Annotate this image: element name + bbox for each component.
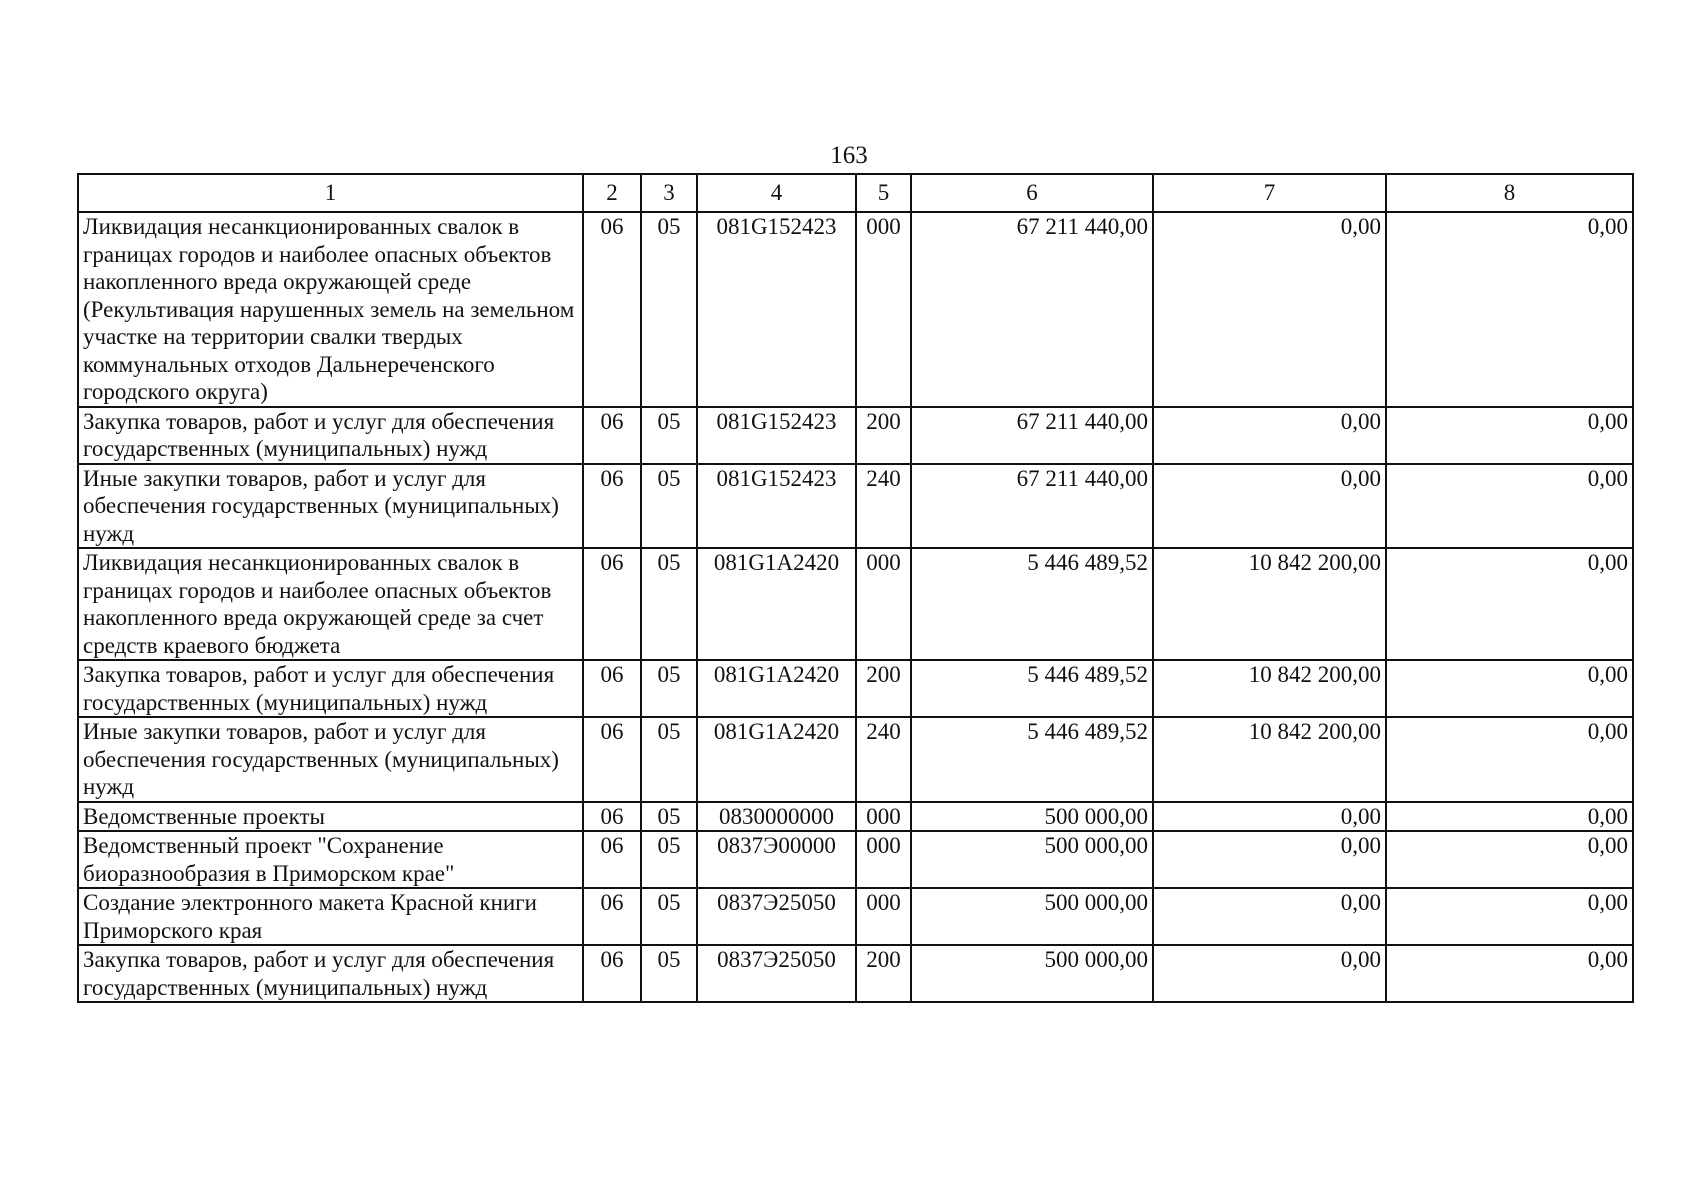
row-name: Ликвидация несанкционированных свалок в границах городов и наиболее опасных объектов накопленного вреда окружающей среде (Рекультивация нарушенных земель на земельном участке на территории свалки твердых коммунальных отходов Дальнереченского городского округа) [78, 212, 583, 407]
table-row [78, 802, 1633, 832]
table-row [78, 548, 1633, 660]
subsection-code: 05 [641, 660, 697, 717]
amount-col-8: 0,00 [1386, 888, 1633, 945]
amount-col-8: 0,00 [1386, 212, 1633, 407]
target-article-code: 0837Э25050 [697, 945, 856, 1002]
target-article-code: 081G152423 [697, 464, 856, 549]
table-row [78, 464, 1633, 549]
amount-col-8: 0,00 [1386, 548, 1633, 660]
section-code: 06 [583, 802, 641, 832]
subsection-code: 05 [641, 212, 697, 407]
amount-col-6: 5 446 489,52 [911, 717, 1153, 802]
target-article-code: 0830000000 [697, 802, 856, 832]
expense-type-code: 000 [856, 802, 911, 832]
section-code: 06 [583, 717, 641, 802]
table-row [78, 831, 1633, 888]
target-article-code: 081G1A2420 [697, 548, 856, 660]
amount-col-8: 0,00 [1386, 717, 1633, 802]
subsection-code: 05 [641, 945, 697, 1002]
amount-col-6: 67 211 440,00 [911, 464, 1153, 549]
section-code: 06 [583, 888, 641, 945]
expense-type-code: 200 [856, 407, 911, 464]
column-header-2: 2 [583, 174, 641, 212]
section-code: 06 [583, 212, 641, 407]
amount-col-7: 0,00 [1153, 831, 1386, 888]
table-row [78, 945, 1633, 1002]
amount-col-6: 500 000,00 [911, 831, 1153, 888]
row-name: Иные закупки товаров, работ и услуг для обеспечения государственных (муниципальных) нужд [78, 464, 583, 549]
header-row [78, 174, 1633, 212]
amount-col-6: 500 000,00 [911, 888, 1153, 945]
row-name: Иные закупки товаров, работ и услуг для обеспечения государственных (муниципальных) нужд [78, 717, 583, 802]
table-row [78, 212, 1633, 407]
target-article-code: 081G152423 [697, 407, 856, 464]
section-code: 06 [583, 831, 641, 888]
amount-col-6: 67 211 440,00 [911, 407, 1153, 464]
column-header-6: 6 [911, 174, 1153, 212]
target-article-code: 081G152423 [697, 212, 856, 407]
amount-col-8: 0,00 [1386, 802, 1633, 832]
row-name: Создание электронного макета Красной книги Приморского края [78, 888, 583, 945]
amount-col-7: 0,00 [1153, 945, 1386, 1002]
table-row [78, 888, 1633, 945]
expense-type-code: 240 [856, 717, 911, 802]
column-header-1: 1 [78, 174, 583, 212]
target-article-code: 081G1A2420 [697, 717, 856, 802]
amount-col-7: 10 842 200,00 [1153, 660, 1386, 717]
expense-type-code: 000 [856, 831, 911, 888]
row-name: Закупка товаров, работ и услуг для обеспечения государственных (муниципальных) нужд [78, 660, 583, 717]
row-name: Закупка товаров, работ и услуг для обеспечения государственных (муниципальных) нужд [78, 945, 583, 1002]
column-header-4: 4 [697, 174, 856, 212]
amount-col-6: 5 446 489,52 [911, 548, 1153, 660]
column-header-5: 5 [856, 174, 911, 212]
table-row [78, 717, 1633, 802]
subsection-code: 05 [641, 888, 697, 945]
target-article-code: 0837Э00000 [697, 831, 856, 888]
subsection-code: 05 [641, 717, 697, 802]
expense-type-code: 200 [856, 660, 911, 717]
amount-col-8: 0,00 [1386, 660, 1633, 717]
target-article-code: 0837Э25050 [697, 888, 856, 945]
amount-col-7: 0,00 [1153, 888, 1386, 945]
amount-col-6: 5 446 489,52 [911, 660, 1153, 717]
amount-col-7: 0,00 [1153, 802, 1386, 832]
amount-col-8: 0,00 [1386, 464, 1633, 549]
column-header-8: 8 [1386, 174, 1633, 212]
amount-col-6: 500 000,00 [911, 945, 1153, 1002]
table-row [78, 660, 1633, 717]
amount-col-7: 0,00 [1153, 212, 1386, 407]
amount-col-6: 67 211 440,00 [911, 212, 1153, 407]
expense-type-code: 000 [856, 548, 911, 660]
amount-col-7: 10 842 200,00 [1153, 548, 1386, 660]
amount-col-8: 0,00 [1386, 407, 1633, 464]
amount-col-6: 500 000,00 [911, 802, 1153, 832]
subsection-code: 05 [641, 548, 697, 660]
section-code: 06 [583, 548, 641, 660]
expense-type-code: 240 [856, 464, 911, 549]
table-row [78, 407, 1633, 464]
row-name: Ведомственный проект "Сохранение биоразнообразия в Приморском крае" [78, 831, 583, 888]
amount-col-7: 0,00 [1153, 464, 1386, 549]
column-header-7: 7 [1153, 174, 1386, 212]
page-number: 163 [830, 142, 868, 169]
subsection-code: 05 [641, 831, 697, 888]
subsection-code: 05 [641, 802, 697, 832]
expense-type-code: 200 [856, 945, 911, 1002]
section-code: 06 [583, 945, 641, 1002]
subsection-code: 05 [641, 464, 697, 549]
column-header-3: 3 [641, 174, 697, 212]
row-name: Ликвидация несанкционированных свалок в границах городов и наиболее опасных объектов накопленного вреда окружающей среде за счет средств краевого бюджета [78, 548, 583, 660]
row-name: Закупка товаров, работ и услуг для обеспечения государственных (муниципальных) нужд [78, 407, 583, 464]
amount-col-7: 10 842 200,00 [1153, 717, 1386, 802]
budget-table [77, 173, 1634, 1003]
section-code: 06 [583, 407, 641, 464]
row-name: Ведомственные проекты [78, 802, 583, 832]
amount-col-8: 0,00 [1386, 945, 1633, 1002]
amount-col-7: 0,00 [1153, 407, 1386, 464]
amount-col-8: 0,00 [1386, 831, 1633, 888]
section-code: 06 [583, 660, 641, 717]
subsection-code: 05 [641, 407, 697, 464]
section-code: 06 [583, 464, 641, 549]
expense-type-code: 000 [856, 888, 911, 945]
expense-type-code: 000 [856, 212, 911, 407]
target-article-code: 081G1A2420 [697, 660, 856, 717]
